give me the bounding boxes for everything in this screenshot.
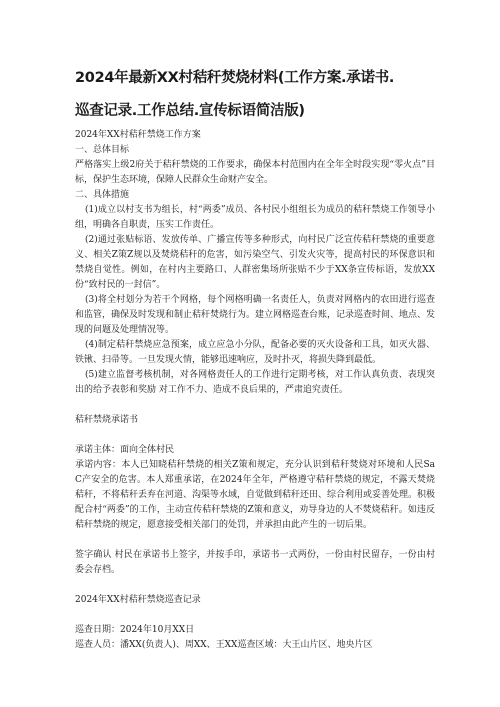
- spacer: [75, 533, 435, 548]
- plan-measure-4: (4)制定秸秆禁烧应急预案，成立应急小分队，配备必要的灭火设备和工具，如灭火器、铁锹、扫帚等。一旦发现火情，能够迅速响应，及时扑灭，将损失降到最低。: [75, 340, 435, 365]
- document-body: [75, 128, 435, 653]
- spacer: [75, 428, 435, 443]
- document-title-line-2: 巡查记录.工作总结.宣传标语简洁版): [75, 103, 305, 119]
- pledge-signature: 签字确认 村民在承诺书上签字，并按手印，承诺书一式两份，一份由村民留存，一份由村委会存档。: [75, 550, 435, 575]
- pledge-content: 承诺内容：本人已知晓秸秆禁烧的相关Z策和规定，充分认识到秸秆焚烧对环境和人民Sa C产安全的危害。本人郑重承诺，在2024年全年，严格遵守秸秆禁烧的规定，不露天焚烧秸秆，不将秸秆丢弃在河道、沟渠等水域，自觉做到秸秆还田、综合利用或妥善处理。积极配合村“两委”的工作，主动宣传秸秆禁烧的Z策和意义，劝导身边的人不焚烧秸秆。如违反秸秆禁烧的规定，愿意接受相关部门的处罚，并承担由此产生的一切后果。: [75, 460, 436, 530]
- plan-measure-5: (5)建立监督考核机制，对各网格责任人的工作进行定期考核，对工作认真负责、表现突出的给予表彰和奖励 对工作不力、造成不良后果的，严肃追究责任。: [75, 370, 435, 395]
- plan-section-1-title: 一、总体目标: [75, 145, 130, 155]
- plan-measure-1: (1)成立以村支书为组长，村“两委”成员、各村民小组组长为成员的秸秆禁烧工作领导小组，明确各自职责，压实工作责任。: [75, 205, 435, 230]
- plan-section-2-title: 二、具体措施: [75, 190, 130, 200]
- pledge-subject: 承诺主体：面向全体村民: [75, 445, 175, 455]
- plan-section-1-text: 严格落实上级2府关于秸秆禁烧的工作要求，确保本村范围内在全年全时段实现“零火点”目标，保护生态环境，保障人民群众生命财产安全。: [75, 160, 435, 185]
- plan-heading: 2024年XX村秸秆禁烧工作方案: [75, 130, 201, 140]
- patrol-date: 巡查日期：2024年10月XX日: [75, 625, 195, 635]
- spacer: [75, 578, 435, 593]
- patrol-heading: 2024年XX村秸秆禁烧巡查记录: [75, 595, 201, 605]
- pledge-heading: 秸秆禁烧承诺书: [75, 415, 139, 425]
- document-title-line-1: 2024年最新XX村秸秆焚烧材料(工作方案.承诺书.: [75, 70, 395, 86]
- plan-measure-3: (3)将全村划分为若干个网格，每个网格明确一名责任人，负责对网格内的农田进行巡查和监管，确保及时发现和制止秸秆焚烧行为。建立网格巡查台账，记录巡查时间、地点、发现的问题及处理情况等。: [75, 295, 436, 335]
- plan-measure-2: (2)通过张贴标语、发放传单、广播宣传等多种形式，向村民广泛宣传秸秆禁烧的重要意义、相关Z策Z规以及焚烧秸秆的危害，如污染空气、引发火灾等，提高村民的环保意识和禁烧自觉性。例如，在村内主要路口、人群密集场所张贴不少于XX条宣传标语，发放XX份“致村民的一封信”。: [75, 235, 435, 290]
- patrol-people: 巡查人员：潘XX(负责人)、周XX、王XX巡查区域：大王山片区、地央片区: [75, 640, 373, 650]
- spacer: [75, 398, 435, 413]
- spacer: [75, 608, 435, 623]
